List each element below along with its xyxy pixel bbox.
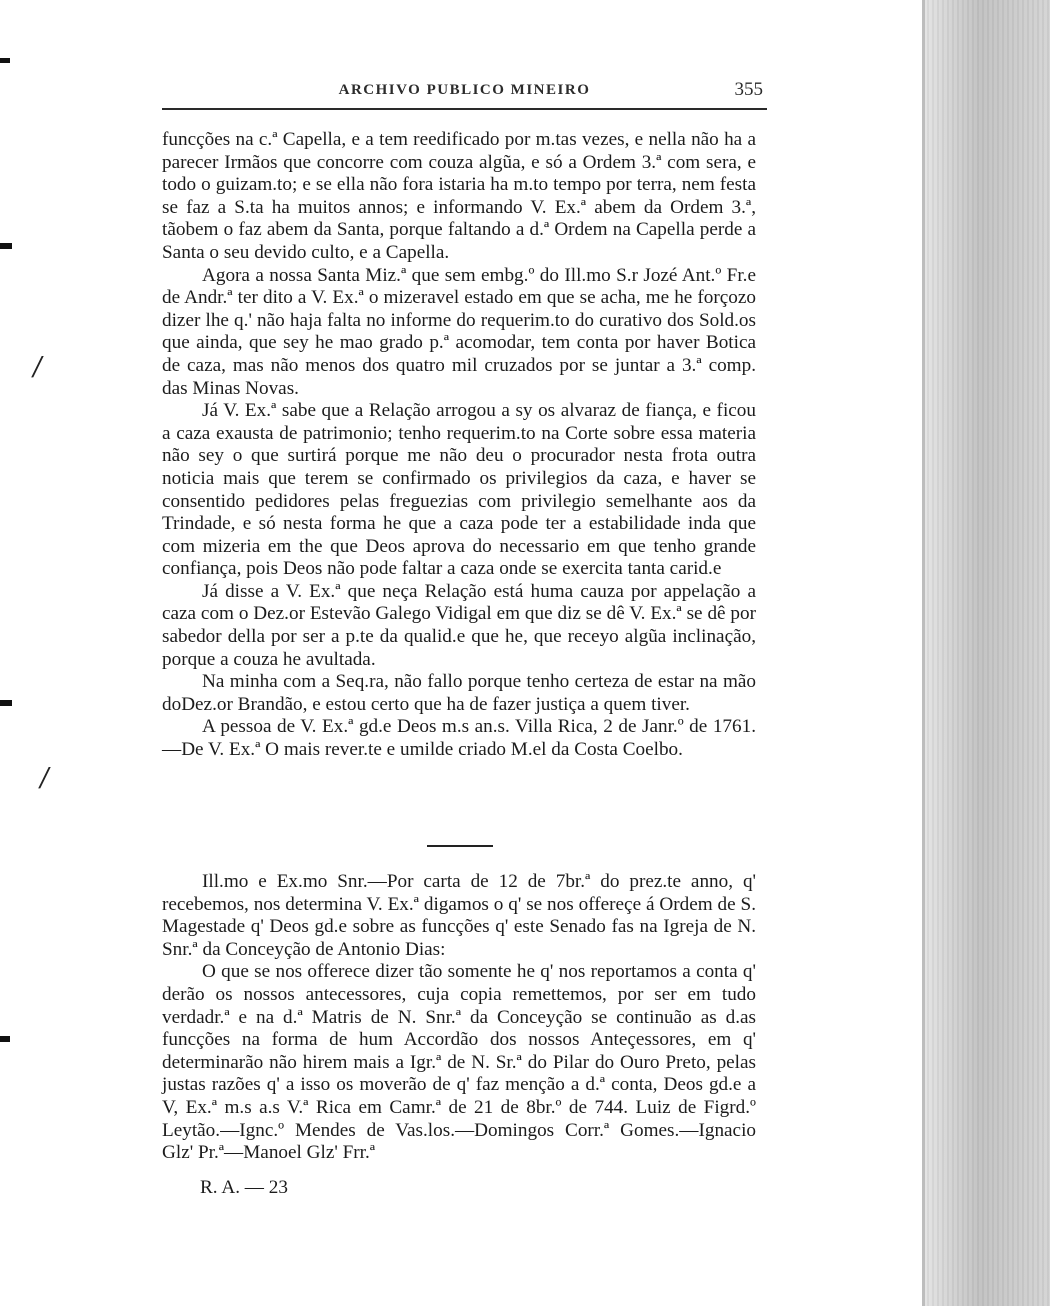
adjacent-page-edge [922,0,1050,1306]
binding-mark [0,700,12,706]
binding-mark [0,243,12,249]
paragraph: Ill.mo e Ex.mo Snr.—Por carta de 12 de 7br.ª do prez.te anno, q' recebemos, nos determina V. Ex.ª digamos o q' se nos offereçe á Ordem de S. Magestade q' Deos gd.e sobre as funcções q' este Senado fas na Igreja de N. Snr.ª da Conceyção de Antonio Dias: [162,871,756,960]
paragraph: O que se nos offerece dizer tão somente he q' nos reportamos a conta q' derão os nossos antecessores, cuja copia remettemos, por ser em tudo verdadr.ª e na d.ª Matris de N. Snr.ª da Conceyção se continuão as d.as funcções na forma de hum Accordão dos nossos Anteçessores, em q' determinarão não hirem mais a Igr.ª de N. Sr.ª do Pilar do Ouro Preto, pelas justas razões q' a isso os moverão de q' faz menção a d.ª conta, Deos gd.e a V, Ex.ª m.s a.s V.ª Rica em Camr.ª de 21 de 8br.º de 744. Luiz de Figrd.º Leytão.—Ignc.º Mendes de Vas.los.—Domingos Corr.ª Gomes.—Ignacio Glz' Pr.ª—Manoel Glz' Frr.ª [162,961,756,1164]
binding-mark [0,58,10,63]
binding-mark [0,1036,10,1042]
margin-pen-mark: / [37,763,52,793]
paragraph: A pessoa de V. Ex.ª gd.e Deos m.s an.s. Villa Rica, 2 de Janr.º de 1761.—De V. Ex.ª O mais rever.te e umilde criado M.el da Costa Coelbo. [162,716,756,761]
margin-pen-mark: / [30,352,45,382]
paragraph: Já V. Ex.ª sabe que a Relação arrogou a sy os alvaraz de fiança, e ficou a caza exausta de patrimonio; tenho requerim.to na Corte sobre essa materia não sey o que surtirá porque me não deu o procurador nesta frota outra noticia mais que terem se confirmado os privilegios da caza, e haver se consentido pedidores pelas freguezias com privilegio semelhante aos da Trindade, e só nesta forma he que a caza pode ter a estabilidade inda que com mizeria em the que Deos aprova do necessario em que tenho grande confiança, pois Deos não pode faltar a caza onde se exercita tanta carid.e [162,400,756,580]
paragraph: Na minha com a Seq.ra, não fallo porque tenho certeza de estar na mão doDez.or Brandão, e estou certo que ha de fazer justiça a quem tiver. [162,671,756,715]
running-head: ARCHIVO PUBLICO MINEIRO [338,82,591,98]
volume-signature: R. A. — 23 [200,1177,288,1198]
page-header [162,80,767,110]
paragraph: funcções na c.ª Capella, e a tem reedificado por m.tas vezes, e nella não ha a parecer Irmãos que concorre com couza algũa, e só a Ordem 3.ª com sera, e todo o guizam.to; e se ella não fora istaria ha m.to tempo por terra, nem festa se faz a S.ta ha muitos annos; e informando V. Ex.ª abem da Ordem 3.ª, tãobem o faz abem da Santa, porque faltando a d.ª Ordem na Capella perde a Santa o seu devido culto, e a Capella. [162,129,756,263]
paragraph: Já disse a V. Ex.ª que neça Relação está huma cauza por appelação a caza com o Dez.or Estevão Galego Vidigal em que diz se dê V. Ex.ª se dê por sabedor della por ser a p.te da qualid.e que he, que receyo algũa inclinação, porque a couza he avultada. [162,580,756,670]
letter-body [162,129,756,762]
letter-body [162,871,756,1165]
page-number: 355 [734,79,763,100]
paragraph: Agora a nossa Santa Miz.ª que sem embg.º do Ill.mo S.r Jozé Ant.º Fr.e de Andr.ª ter dito a V. Ex.ª o mizeravel estado em que se acha, me he forçozo dizer lhe q.' não haja falta no informe do requerim.to do curativo dos Sold.os que ainda, que sey he mao grado p.ª acomodar, tem conta por haver Botica de caza, mas não menos dos quatro mil cruzados por se juntar a 3.ª comp. das Minas Novas. [162,264,756,399]
section-divider [427,845,493,847]
